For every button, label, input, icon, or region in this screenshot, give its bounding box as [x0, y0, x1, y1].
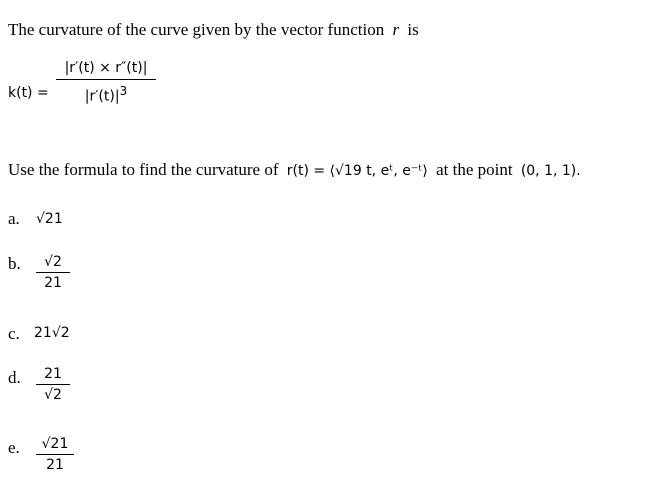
choice-e-numerator: √21: [41, 436, 69, 452]
formula-power: 3: [119, 84, 128, 98]
choice-e-label: e.: [8, 438, 20, 457]
choice-b-numerator: √2: [44, 254, 62, 270]
choice-d-denominator: √2: [44, 387, 62, 403]
question-text: [8, 160, 581, 180]
question-suffix: at the point: [436, 160, 513, 179]
intro-suffix: is: [407, 20, 419, 39]
choice-b-value[interactable]: [36, 254, 70, 291]
intro-text: [8, 20, 419, 40]
question-prefix: Use the formula to find the curvature of: [8, 160, 279, 179]
choice-a-value[interactable]: √21: [36, 211, 63, 227]
choice-b-denominator: 21: [44, 275, 62, 291]
choice-b-label: b.: [8, 254, 21, 273]
formula-numerator: |r′(t) × r″(t)|: [64, 60, 148, 76]
formula-lhs: k(t) =: [8, 85, 49, 101]
choice-e-value[interactable]: [36, 436, 74, 473]
choice-e-denominator: 21: [46, 457, 64, 473]
choice-d-value[interactable]: [36, 366, 70, 403]
formula-denominator: |r′(t)|: [84, 88, 120, 105]
question-function: r(t) = ⟨√19 t, eᵗ, e⁻ᵗ⟩: [286, 163, 428, 179]
choice-d-label: d.: [8, 368, 21, 387]
choice-a-label: a.: [8, 209, 20, 228]
choice-c-value[interactable]: 21√2: [34, 325, 70, 341]
choice-c-label: c.: [8, 324, 20, 343]
question-point: (0, 1, 1).: [520, 163, 581, 179]
curvature-formula: [56, 60, 156, 105]
intro-prefix: The curvature of the curve given by the vector function: [8, 20, 385, 39]
intro-var: r: [392, 20, 400, 39]
choice-d-numerator: 21: [44, 366, 62, 382]
